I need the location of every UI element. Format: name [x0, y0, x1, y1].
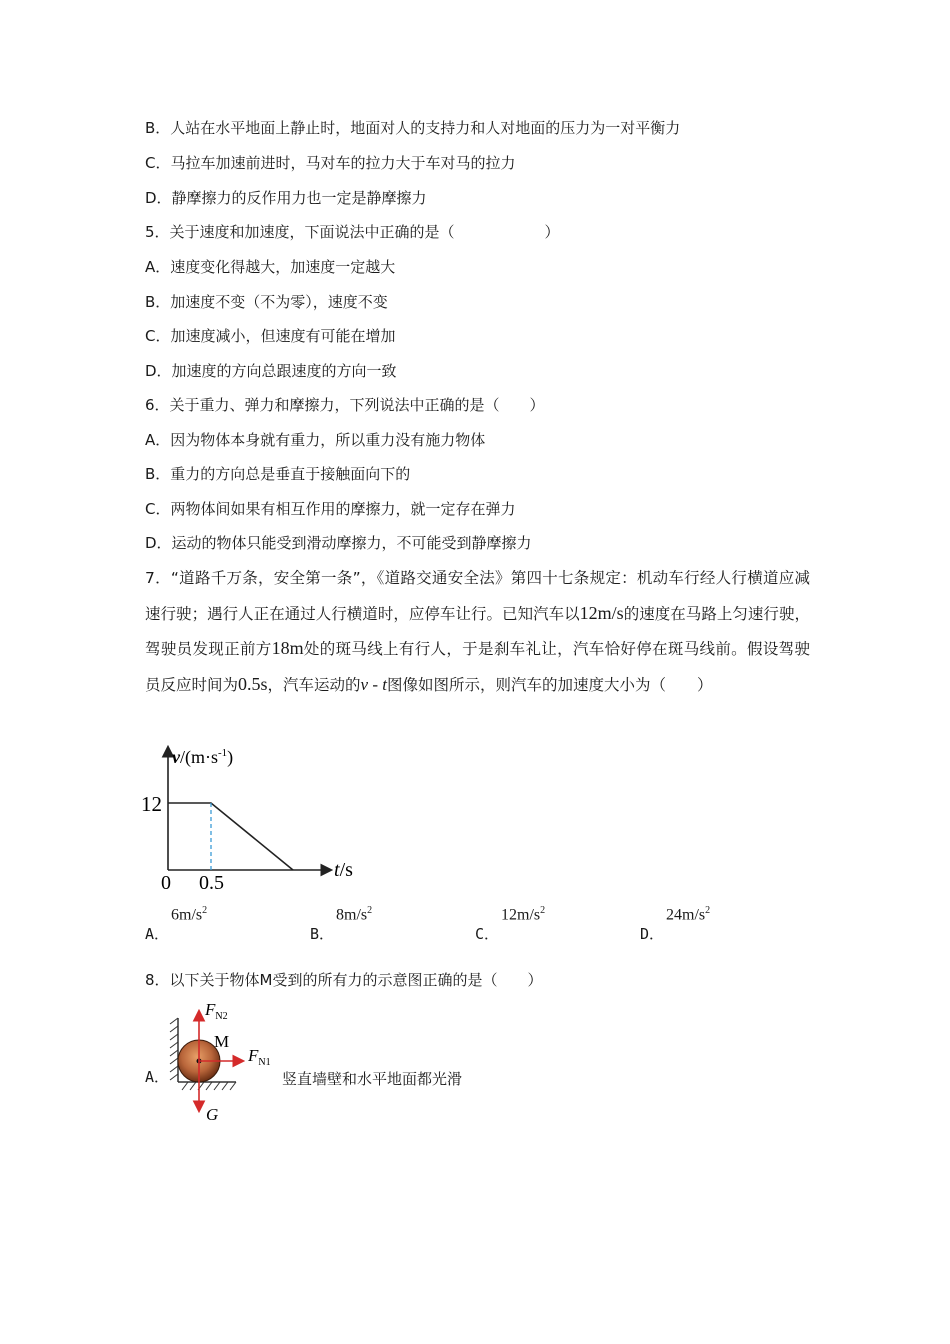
q7-option-a-exp: 2	[202, 905, 208, 916]
q4-option-b: B．人站在水平地面上静止时，地面对人的支持力和人对地面的压力为一对平衡力	[145, 119, 681, 137]
force-diagram	[168, 998, 288, 1128]
y-tick-12: 12	[141, 792, 162, 816]
horizontal-ground	[178, 1082, 236, 1090]
q7-option-b-exp: 2	[367, 905, 373, 916]
q5-option-d: D．加速度的方向总跟速度的方向一致	[145, 362, 397, 380]
q7-option-b-value: 8m/s	[336, 906, 368, 924]
fn2-letter: F	[205, 1000, 216, 1019]
mass-label: M	[214, 1032, 230, 1051]
q7-option-d-value: 24m/s	[666, 906, 706, 924]
q6-option-d: D．运动的物体只能受到滑动摩擦力，不可能受到静摩擦力	[145, 534, 532, 552]
q8-option-a-text: 竖直墙壁和水平地面都光滑	[282, 1070, 463, 1088]
vt-graph	[135, 740, 365, 900]
t-var: t	[334, 859, 340, 881]
q7-option-b-label: B．	[310, 925, 335, 943]
x-tick-0-5: 0.5	[199, 872, 224, 894]
fn1-label	[247, 1046, 271, 1068]
q6-option-a: A．因为物体本身就有重力，所以重力没有施力物体	[145, 431, 486, 449]
q7-option-d-exp: 2	[705, 905, 711, 916]
fn2-sub: N2	[215, 1011, 228, 1022]
t-axis-label	[334, 859, 353, 881]
q5-option-b: B．加速度不变（不为零），速度不变	[145, 293, 388, 311]
q7-graph-name: v - t	[360, 674, 387, 694]
q7-text-3: 处的斑马线上有行人，于是刹车礼让，汽车恰好停在斑马线前。假设驾驶员反应时间为	[145, 640, 810, 694]
t-unit: /s	[339, 859, 353, 881]
q4-option-d: D．静摩擦力的反作用力也一定是静摩擦力	[145, 189, 427, 207]
q7-option-c-label: C．	[475, 925, 500, 943]
q7-option-a-label: A．	[145, 925, 170, 943]
v-unit-exp: -1	[218, 747, 228, 759]
q5-option-a: A．速度变化得越大，加速度一定越大	[145, 258, 396, 276]
v-var: v	[172, 747, 180, 767]
q7-text-2: 的速度在马路上匀速行驶，驾驶员发现正前方	[145, 604, 810, 658]
q5-option-c: C．加速度减小，但速度有可能在增加	[145, 327, 396, 345]
q6-stem: 6．关于重力、弹力和摩擦力，下列说法中正确的是（ ）	[145, 396, 545, 414]
q8-stem: 8．以下关于物体M受到的所有力的示意图正确的是（ ）	[145, 971, 543, 989]
q6-option-b: B．重力的方向总是垂直于接触面向下的	[145, 465, 411, 483]
v-unit-close: )	[227, 747, 234, 767]
q7-text-5: 图像如图所示，则汽车的加速度大小为（ ）	[386, 675, 713, 694]
fn1-sub: N1	[258, 1057, 271, 1068]
origin-label: 0	[161, 872, 171, 894]
q7-option-a-value: 6m/s	[171, 906, 203, 924]
v-axis-label	[172, 747, 233, 768]
velocity-line	[168, 803, 293, 870]
q7-paragraph	[145, 561, 810, 702]
q4-option-c: C．马拉车加速前进时，马对车的拉力大于车对马的拉力	[145, 154, 516, 172]
fn1-letter: F	[248, 1046, 259, 1065]
fn2-label	[204, 1000, 228, 1022]
q7-option-d-label: D．	[640, 925, 665, 943]
q7-text-4: ，汽车运动的	[267, 675, 361, 694]
q5-stem: 5．关于速度和加速度，下面说法中正确的是（ ）	[145, 223, 560, 241]
q7-distance: 18m	[271, 638, 304, 658]
vertical-wall	[170, 1018, 178, 1082]
q7-reaction-time: 0.5s	[238, 673, 268, 694]
q7-text-1: 7．“道路千万条，安全第一条”，《道路交通安全法》第四十七条规定：机动车行经人行横道应减速行驶；遇行人正在通过人行横道时，应停车让行。已知汽车以	[145, 569, 810, 623]
gravity-label: G	[206, 1105, 219, 1124]
q7-option-c-exp: 2	[540, 905, 546, 916]
q7-option-c-value: 12m/s	[501, 906, 541, 924]
q7-speed: 12m/s	[579, 602, 624, 623]
q6-option-c: C．两物体间如果有相互作用的摩擦力，就一定存在弹力	[145, 500, 516, 518]
v-unit: /(m·s	[180, 747, 218, 767]
q8-option-a-label: A．	[145, 1068, 170, 1086]
